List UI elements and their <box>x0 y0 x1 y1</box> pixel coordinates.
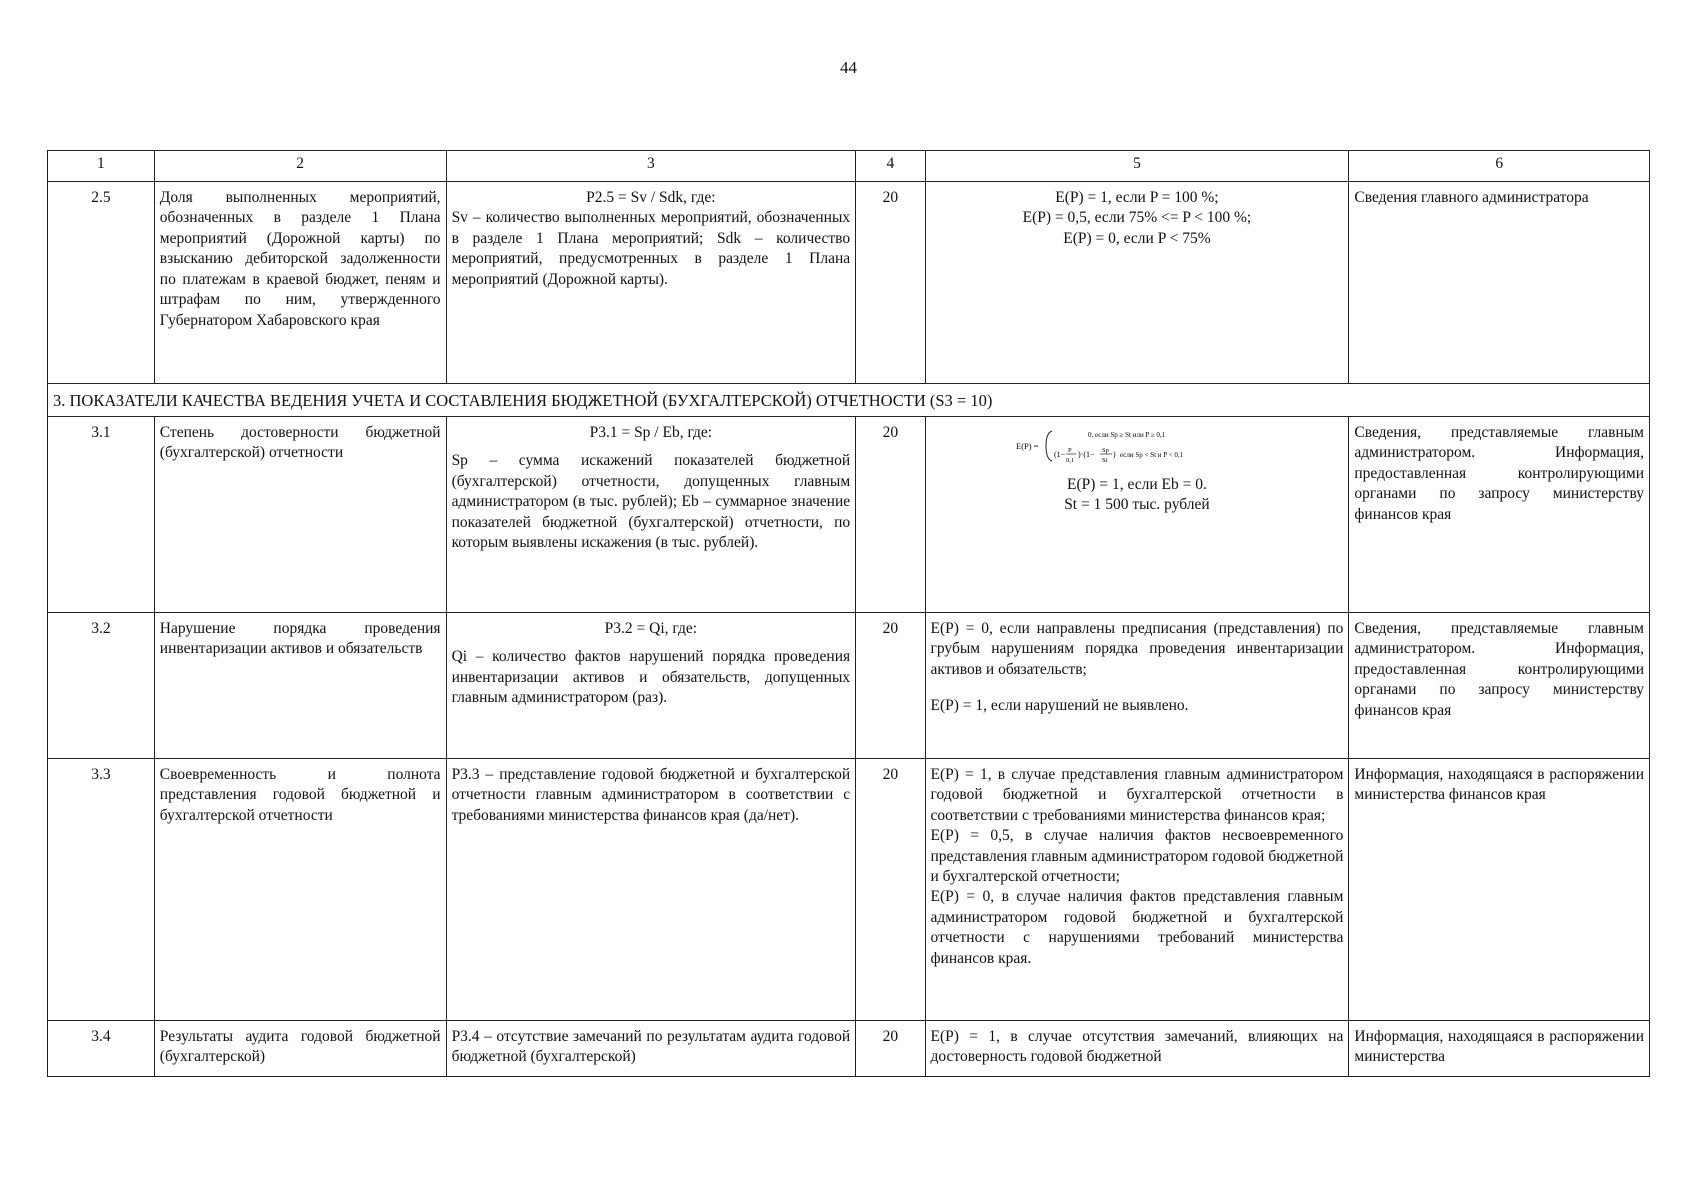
weight-value: 20 <box>856 416 925 612</box>
header-col-4: 4 <box>856 151 925 182</box>
indicator-formula-cell <box>446 416 856 612</box>
table-row <box>48 416 1650 612</box>
data-source: Сведения, представляемые главным администратором. Информация, предоставленная контролирующими органами по запросу министерству финансов края <box>1349 612 1650 758</box>
evaluation-cell <box>925 612 1349 758</box>
indicator-formula: P3.1 = Sp / Eb, где: <box>589 423 713 441</box>
evaluation-line: E(P) = 0, если направлены предписания (представления) по грубым нарушениям порядка проведения инвентаризации активов и обязательств; <box>930 619 1344 678</box>
header-col-5: 5 <box>925 151 1349 182</box>
weight-value: 20 <box>856 1020 925 1076</box>
header-col-6: 6 <box>1349 151 1650 182</box>
evaluation-line: E(P) = 0, в случае наличия фактов представления главным администратором годовой бюджетной и бухгалтерской отчетности с нарушениями требований министерства финансов края. <box>930 888 1344 967</box>
formula-lhs: E(P) = <box>1015 440 1039 451</box>
svg-text:): ) <box>1112 449 1116 459</box>
formula-description: Sv – количество выполненных мероприятий, обозначенных в разделе 1 Плана мероприятий; Sdk – количество мероприятий, предусмотренных в разделе 1 Плана мероприятий (Дорожной карты). <box>451 209 851 288</box>
row-number: 3.1 <box>48 416 155 612</box>
row-number: 3.3 <box>48 758 155 1020</box>
table-row <box>48 758 1650 1020</box>
table-row <box>48 182 1650 384</box>
header-col-2: 2 <box>154 151 446 182</box>
evaluation-line: E(P) = 1, в случае представления главным администратором годовой бюджетной и бухгалтерской отчетности в соответствии с требованиями министерства финансов края; <box>930 765 1344 824</box>
row-number: 3.2 <box>48 612 155 758</box>
header-col-1: 1 <box>48 151 155 182</box>
formula-case-top: 0, если Sp ≥ St или P ≥ 0,1 <box>1087 430 1166 439</box>
svg-text:0,1: 0,1 <box>1065 456 1075 464</box>
evaluation-line: E(P) = 0,5, в случае наличия фактов несвоевременного представления главным администратором годовой бюджетной и бухгалтерской отчетности; <box>930 827 1344 886</box>
section-title: 3. ПОКАЗАТЕЛИ КАЧЕСТВА ВЕДЕНИЯ УЧЕТА И СОСТАВЛЕНИЯ БЮДЖЕТНОЙ (БУХГАЛТЕРСКОЙ) ОТЧЕТНОСТИ (S3 = 10) <box>48 384 1650 417</box>
formula-case-bottom: если Sp < St и P < 0,1 <box>1119 450 1184 459</box>
evaluation-cell <box>925 758 1349 1020</box>
formula-description: Qi – количество фактов нарушений порядка проведения инвентаризации активов и обязательств, допущенных главным администратором (раз). <box>451 648 851 707</box>
evaluation-line: E(P) = 1, если P = 100 %; <box>1055 189 1219 206</box>
formula-description: P3.3 – представление годовой бюджетной и бухгалтерской отчетности главным администратором в соответствии с требованиями министерства финансов края (да/нет). <box>446 758 856 1020</box>
svg-text:St: St <box>1101 456 1108 464</box>
indicators-table <box>47 150 1650 1077</box>
indicator-formula-cell <box>446 612 856 758</box>
svg-text:)·(1−: )·(1− <box>1077 449 1095 459</box>
evaluation-line: E(P) = 1, если нарушений не выявлено. <box>930 697 1189 715</box>
indicator-name: Результаты аудита годовой бюджетной (бухгалтерской) <box>154 1020 446 1076</box>
indicator-formula-cell <box>446 182 856 384</box>
evaluation-line: E(P) = 1, в случае отсутствия замечаний, влияющих на достоверность годовой бюджетной <box>925 1020 1349 1076</box>
page-number: 44 <box>840 58 857 77</box>
indicator-name: Доля выполненных мероприятий, обозначенных в разделе 1 Плана мероприятий (Дорожной карты) по взысканию дебиторской задолженности по платежам в краевой бюджет, пеням и штрафам по ним, утвержденного Губернатором Хабаровского края <box>154 182 446 384</box>
weight-value: 20 <box>856 612 925 758</box>
svg-text:P: P <box>1067 446 1072 454</box>
indicator-formula: P2.5 = Sv / Sdk, где: <box>586 189 716 206</box>
table-header-row <box>48 151 1650 182</box>
table-row <box>48 1020 1650 1076</box>
table-row <box>48 612 1650 758</box>
row-number: 3.4 <box>48 1020 155 1076</box>
formula-description: Sp – сумма искажений показателей бюджетной (бухгалтерской) отчетности, допущенных главным администратором (в тыс. рублей); Eb – суммарное значение показателей бюджетной (бухгалтерской) отчетности, по которым выявлены искажения (в тыс. рублей). <box>451 452 851 552</box>
evaluation-line: E(P) = 0, если P < 75% <box>1063 229 1211 247</box>
evaluation-line: E(P) = 1, если Eb = 0. <box>1067 475 1207 493</box>
data-source: Информация, находящаяся в распоряжении министерства финансов края <box>1349 758 1650 1020</box>
indicator-formula: P3.2 = Qi, где: <box>604 619 698 637</box>
header-col-3: 3 <box>446 151 856 182</box>
piecewise-formula-image <box>1012 423 1262 469</box>
evaluation-line: St = 1 500 тыс. рублей <box>1064 496 1210 514</box>
section-row <box>48 384 1650 417</box>
indicator-name: Нарушение порядка проведения инвентаризации активов и обязательств <box>154 612 446 758</box>
evaluation-cell <box>925 416 1349 612</box>
svg-text:Sp: Sp <box>1101 446 1109 454</box>
evaluation-line: E(P) = 0,5, если 75% <= P < 100 %; <box>1022 209 1252 227</box>
indicator-name: Степень достоверности бюджетной (бухгалтерской) отчетности <box>154 416 446 612</box>
indicator-name: Своевременность и полнота представления годовой бюджетной и бухгалтерской отчетности <box>154 758 446 1020</box>
weight-value: 20 <box>856 758 925 1020</box>
data-source: Информация, находящаяся в распоряжении министерства <box>1349 1020 1650 1076</box>
data-source: Сведения, представляемые главным администратором. Информация, предоставленная контролирующими органами по запросу министерству финансов края <box>1349 416 1650 612</box>
svg-text:(1−: (1− <box>1053 449 1066 459</box>
data-source: Сведения главного администратора <box>1349 182 1650 384</box>
weight-value: 20 <box>856 182 925 384</box>
evaluation-cell <box>925 182 1349 384</box>
formula-description: P3.4 – отсутствие замечаний по результатам аудита годовой бюджетной (бухгалтерской) <box>446 1020 856 1076</box>
row-number: 2.5 <box>48 182 155 384</box>
